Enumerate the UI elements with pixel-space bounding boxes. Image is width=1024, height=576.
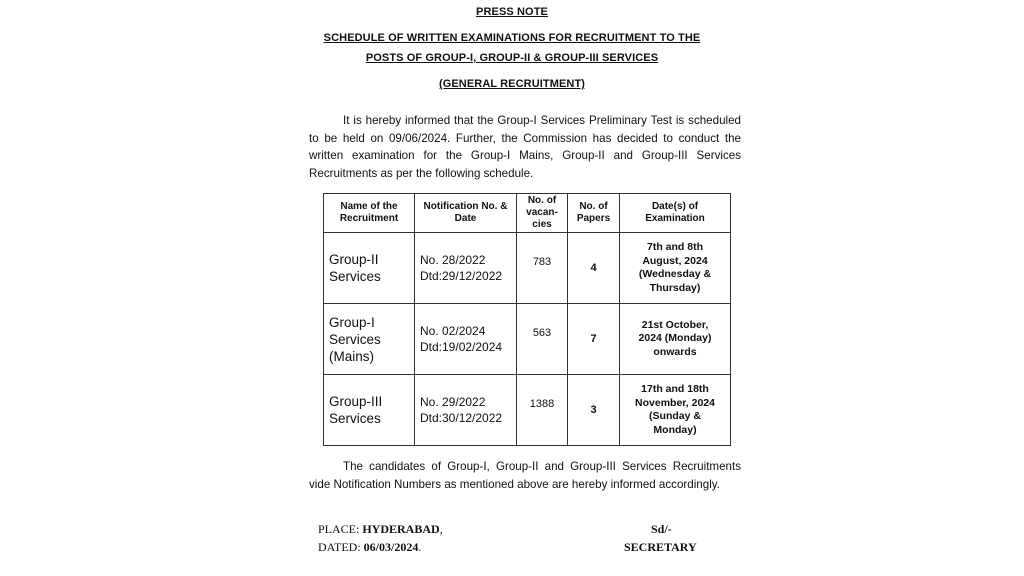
signed-mark: Sd/- [651,522,672,536]
date-value: 06/03/2024 [363,540,419,554]
header-notification: Notification No. & Date [415,194,517,233]
subtitle: (GENERAL RECRUITMENT) [438,78,586,90]
date-suffix: . [418,540,422,554]
header-vacancies: No. of vacan- cies [517,194,568,233]
exam-dates: 7th and 8th August, 2024 (Wednesday & Thursday) [620,233,731,304]
schedule-table [323,193,731,446]
table-row [324,304,731,375]
papers: 3 [568,375,620,446]
exam-dates: 17th and 18th November, 2024 (Sunday & Monday) [620,375,731,446]
place-suffix: , [439,522,443,536]
date-line [318,540,421,555]
recruitment-name: Group-II Services [324,233,415,304]
designation: SECRETARY [624,540,697,554]
notification: No. 28/2022 Dtd:29/12/2022 [415,233,517,304]
closing-paragraph: The candidates of Group-I, Group-II and Group-III Services Recruitments vide Notification Numbers as mentioned above are hereby informed accordingly. [309,460,741,491]
header-dates: Date(s) of Examination [620,194,731,233]
recruitment-name: Group-III Services [324,375,415,446]
date-label: DATED: [318,540,361,554]
place-label: PLACE: [318,522,360,536]
vacancies: 563 [517,304,568,375]
recruitment-name: Group-I Services (Mains) [324,304,415,375]
notification: No. 29/2022 Dtd:30/12/2022 [415,375,517,446]
header-name: Name of the Recruitment [324,194,415,233]
table-row [324,375,731,446]
table-row [324,233,731,304]
place-value: HYDERABAD [362,522,440,536]
vacancies: 783 [517,233,568,304]
intro-paragraph: It is hereby informed that the Group-I Services Preliminary Test is scheduled to be held on 09/06/2024. Further, the Commission has decided to conduct the written examination for the Group-I Mains, Group-II and Group-III Services Recruitments as per the following schedule. [309,114,741,180]
table-header-row [324,194,731,233]
header-papers: No. of Papers [568,194,620,233]
place-line [318,522,443,537]
exam-dates: 21st October, 2024 (Monday) onwards [620,304,731,375]
title-line-2: POSTS OF GROUP-I, GROUP-II & GROUP-III SERVICES [365,52,659,64]
press-note-heading: PRESS NOTE [476,6,548,18]
papers: 7 [568,304,620,375]
papers: 4 [568,233,620,304]
notification: No. 02/2024 Dtd:19/02/2024 [415,304,517,375]
vacancies: 1388 [517,375,568,446]
title-line-1: SCHEDULE OF WRITTEN EXAMINATIONS FOR RECRUITMENT TO THE [323,32,701,44]
